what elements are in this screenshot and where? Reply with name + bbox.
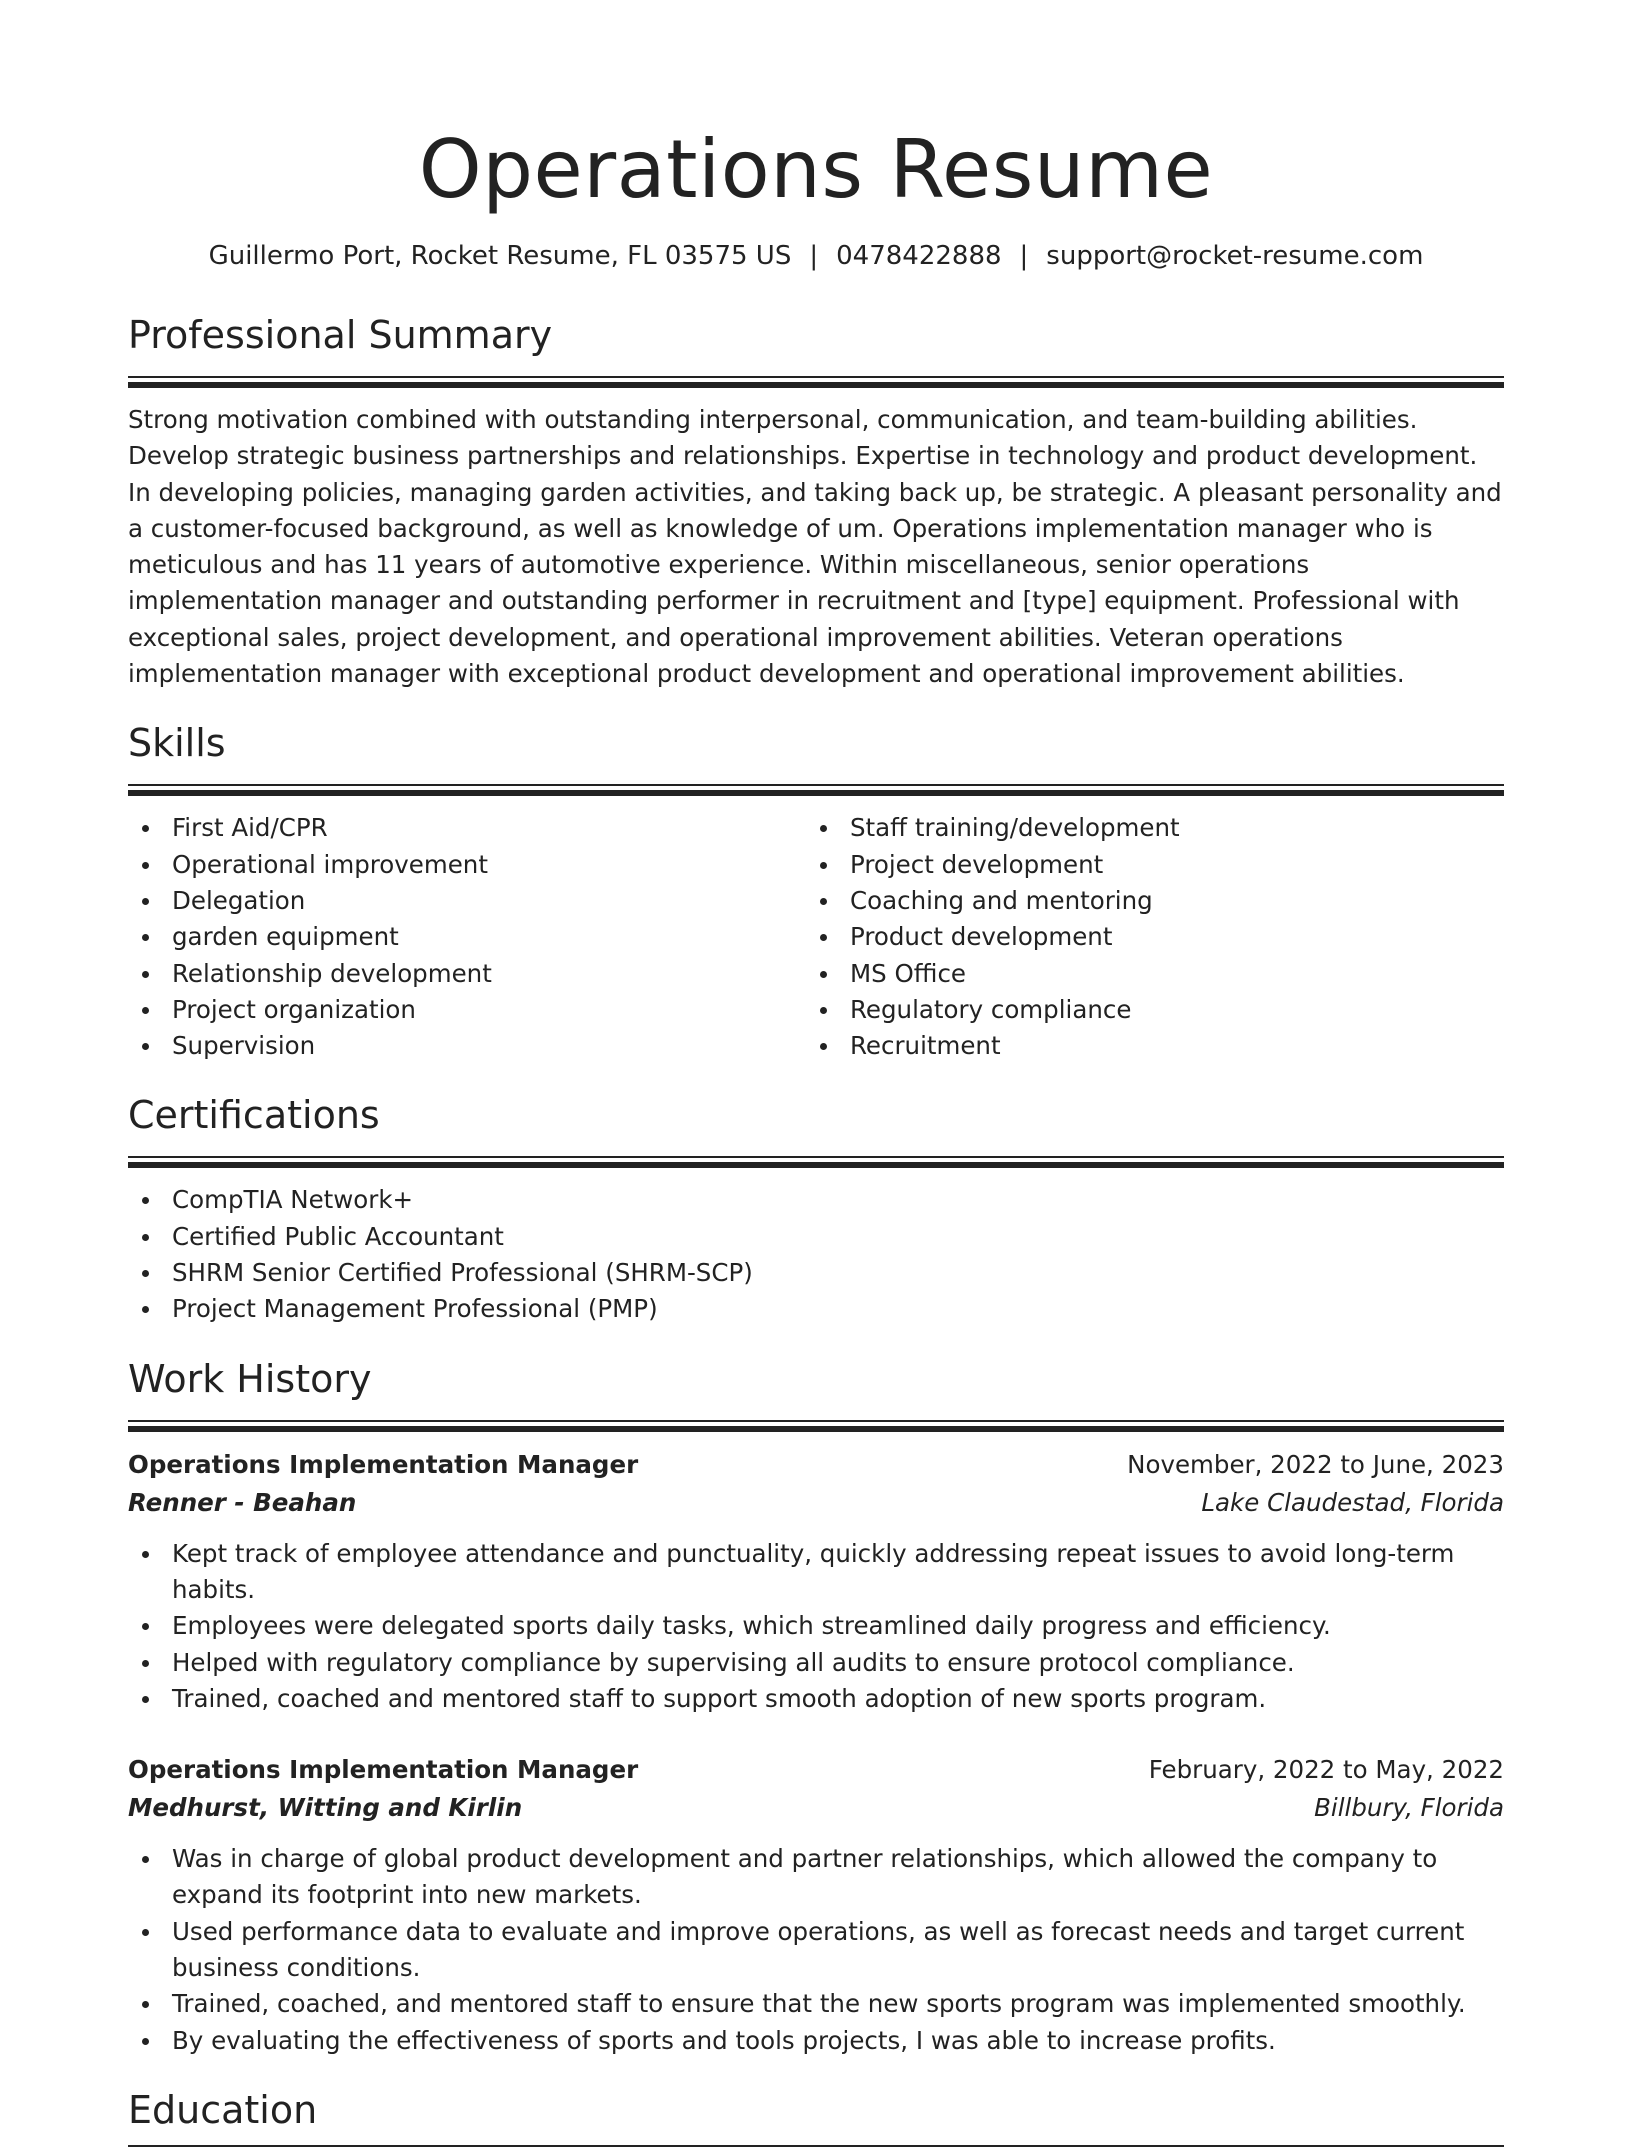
- job-company: Medhurst, Witting and Kirlin: [128, 1793, 523, 1823]
- list-item: Trained, coached, and mentored staff to ensure that the new sports program was implemented smoothly.: [128, 1986, 1504, 2022]
- section-divider: [128, 1156, 1504, 1166]
- job-title: Operations Implementation Manager: [128, 1449, 639, 1479]
- section-title-skills: Skills: [128, 721, 226, 766]
- list-item: First Aid/CPR: [128, 810, 806, 846]
- work-history-section: [128, 1356, 1504, 2059]
- list-item: Recruitment: [806, 1028, 1484, 1064]
- list-item: Employees were delegated sports daily tasks, which streamlined daily progress and efficiency.: [128, 1608, 1504, 1644]
- contact-separator: |: [1019, 241, 1029, 271]
- skills-list-left: [128, 810, 806, 1064]
- certifications-list: [128, 1182, 1504, 1327]
- job-entry: [128, 1751, 1504, 2059]
- summary-text: Strong motivation combined with outstanding interpersonal, communication, and team-building abilities. Develop strategic business partnerships and relationships. Expertise in technology and product development. In developing policies, managing garden activities, and taking back up, be strategic. A pleasant personality and a customer-focused background, as well as knowledge of um. Operations implementation manager who is meticulous and has 11 years of automotive experience. Within miscellaneous, senior operations implementation manager and outstanding performer in recruitment and [type] equipment. Professional with exceptional sales, project development, and operational improvement abilities. Veteran operations implementation manager with exceptional product development and operational improvement abilities.: [128, 405, 1502, 689]
- section-title-certifications: Certifications: [128, 1093, 380, 1138]
- list-item: Project Management Professional (PMP): [128, 1291, 1504, 1327]
- list-item: Was in charge of global product development and partner relationships, which allowed the company to expand its footprint into new markets.: [128, 1841, 1504, 1914]
- job-duties-list: [128, 1841, 1504, 2059]
- list-item: Relationship development: [128, 956, 806, 992]
- list-item: Regulatory compliance: [806, 992, 1484, 1028]
- certifications-section: [128, 1092, 1504, 1327]
- list-item: Kept track of employee attendance and punctuality, quickly addressing repeat issues to avoid long-term habits.: [128, 1536, 1504, 1609]
- job-title: Operations Implementation Manager: [128, 1755, 639, 1785]
- list-item: Project development: [806, 847, 1484, 883]
- list-item: Used performance data to evaluate and improve operations, as well as forecast needs and target current business conditions.: [128, 1914, 1504, 1987]
- list-item: SHRM Senior Certified Professional (SHRM-SCP): [128, 1255, 1504, 1291]
- contact-email: support@rocket-resume.com: [1046, 241, 1424, 271]
- education-section: [128, 2087, 1504, 2147]
- list-item: Delegation: [128, 883, 806, 919]
- list-item: garden equipment: [128, 919, 806, 955]
- skills-list-right: [806, 810, 1484, 1064]
- list-item: CompTIA Network+: [128, 1182, 1504, 1218]
- section-divider: [128, 784, 1504, 794]
- list-item: By evaluating the effectiveness of sports and tools projects, I was able to increase profits.: [128, 2023, 1504, 2059]
- skills-grid: [128, 810, 1504, 1064]
- job-location: Lake Claudestad, Florida: [1201, 1487, 1504, 1517]
- section-title-work-history: Work History: [128, 1356, 372, 1401]
- job-duties-list: [128, 1536, 1504, 1717]
- summary-section: [128, 312, 1504, 692]
- contact-address: Guillermo Port, Rocket Resume, FL 03575 US: [208, 241, 792, 271]
- page-title: Operations Resume: [418, 123, 1214, 216]
- section-title-summary: Professional Summary: [128, 313, 553, 357]
- job-dates: November, 2022 to June, 2023: [1127, 1449, 1504, 1479]
- list-item: Operational improvement: [128, 847, 806, 883]
- job-dates: February, 2022 to May, 2022: [1148, 1755, 1504, 1785]
- job-entry: [128, 1446, 1504, 1717]
- list-item: Helped with regulatory compliance by supervising all audits to ensure protocol compliance.: [128, 1645, 1504, 1681]
- job-company: Renner - Beahan: [128, 1487, 357, 1517]
- contact-separator: |: [809, 241, 819, 271]
- section-title-education: Education: [128, 2087, 318, 2132]
- resume-page: [128, 0, 1504, 2147]
- section-divider: [128, 1420, 1504, 1430]
- list-item: Supervision: [128, 1028, 806, 1064]
- list-item: Product development: [806, 919, 1484, 955]
- list-item: Project organization: [128, 992, 806, 1028]
- contact-line: [128, 240, 1504, 272]
- list-item: MS Office: [806, 956, 1484, 992]
- job-location: Billbury, Florida: [1314, 1793, 1504, 1823]
- list-item: Trained, coached and mentored staff to support smooth adoption of new sports program.: [128, 1681, 1504, 1717]
- list-item: Staff training/development: [806, 810, 1484, 846]
- section-divider: [128, 376, 1504, 386]
- skills-section: [128, 720, 1504, 1064]
- list-item: Coaching and mentoring: [806, 883, 1484, 919]
- list-item: Certified Public Accountant: [128, 1219, 1504, 1255]
- contact-phone: 0478422888: [836, 241, 1002, 271]
